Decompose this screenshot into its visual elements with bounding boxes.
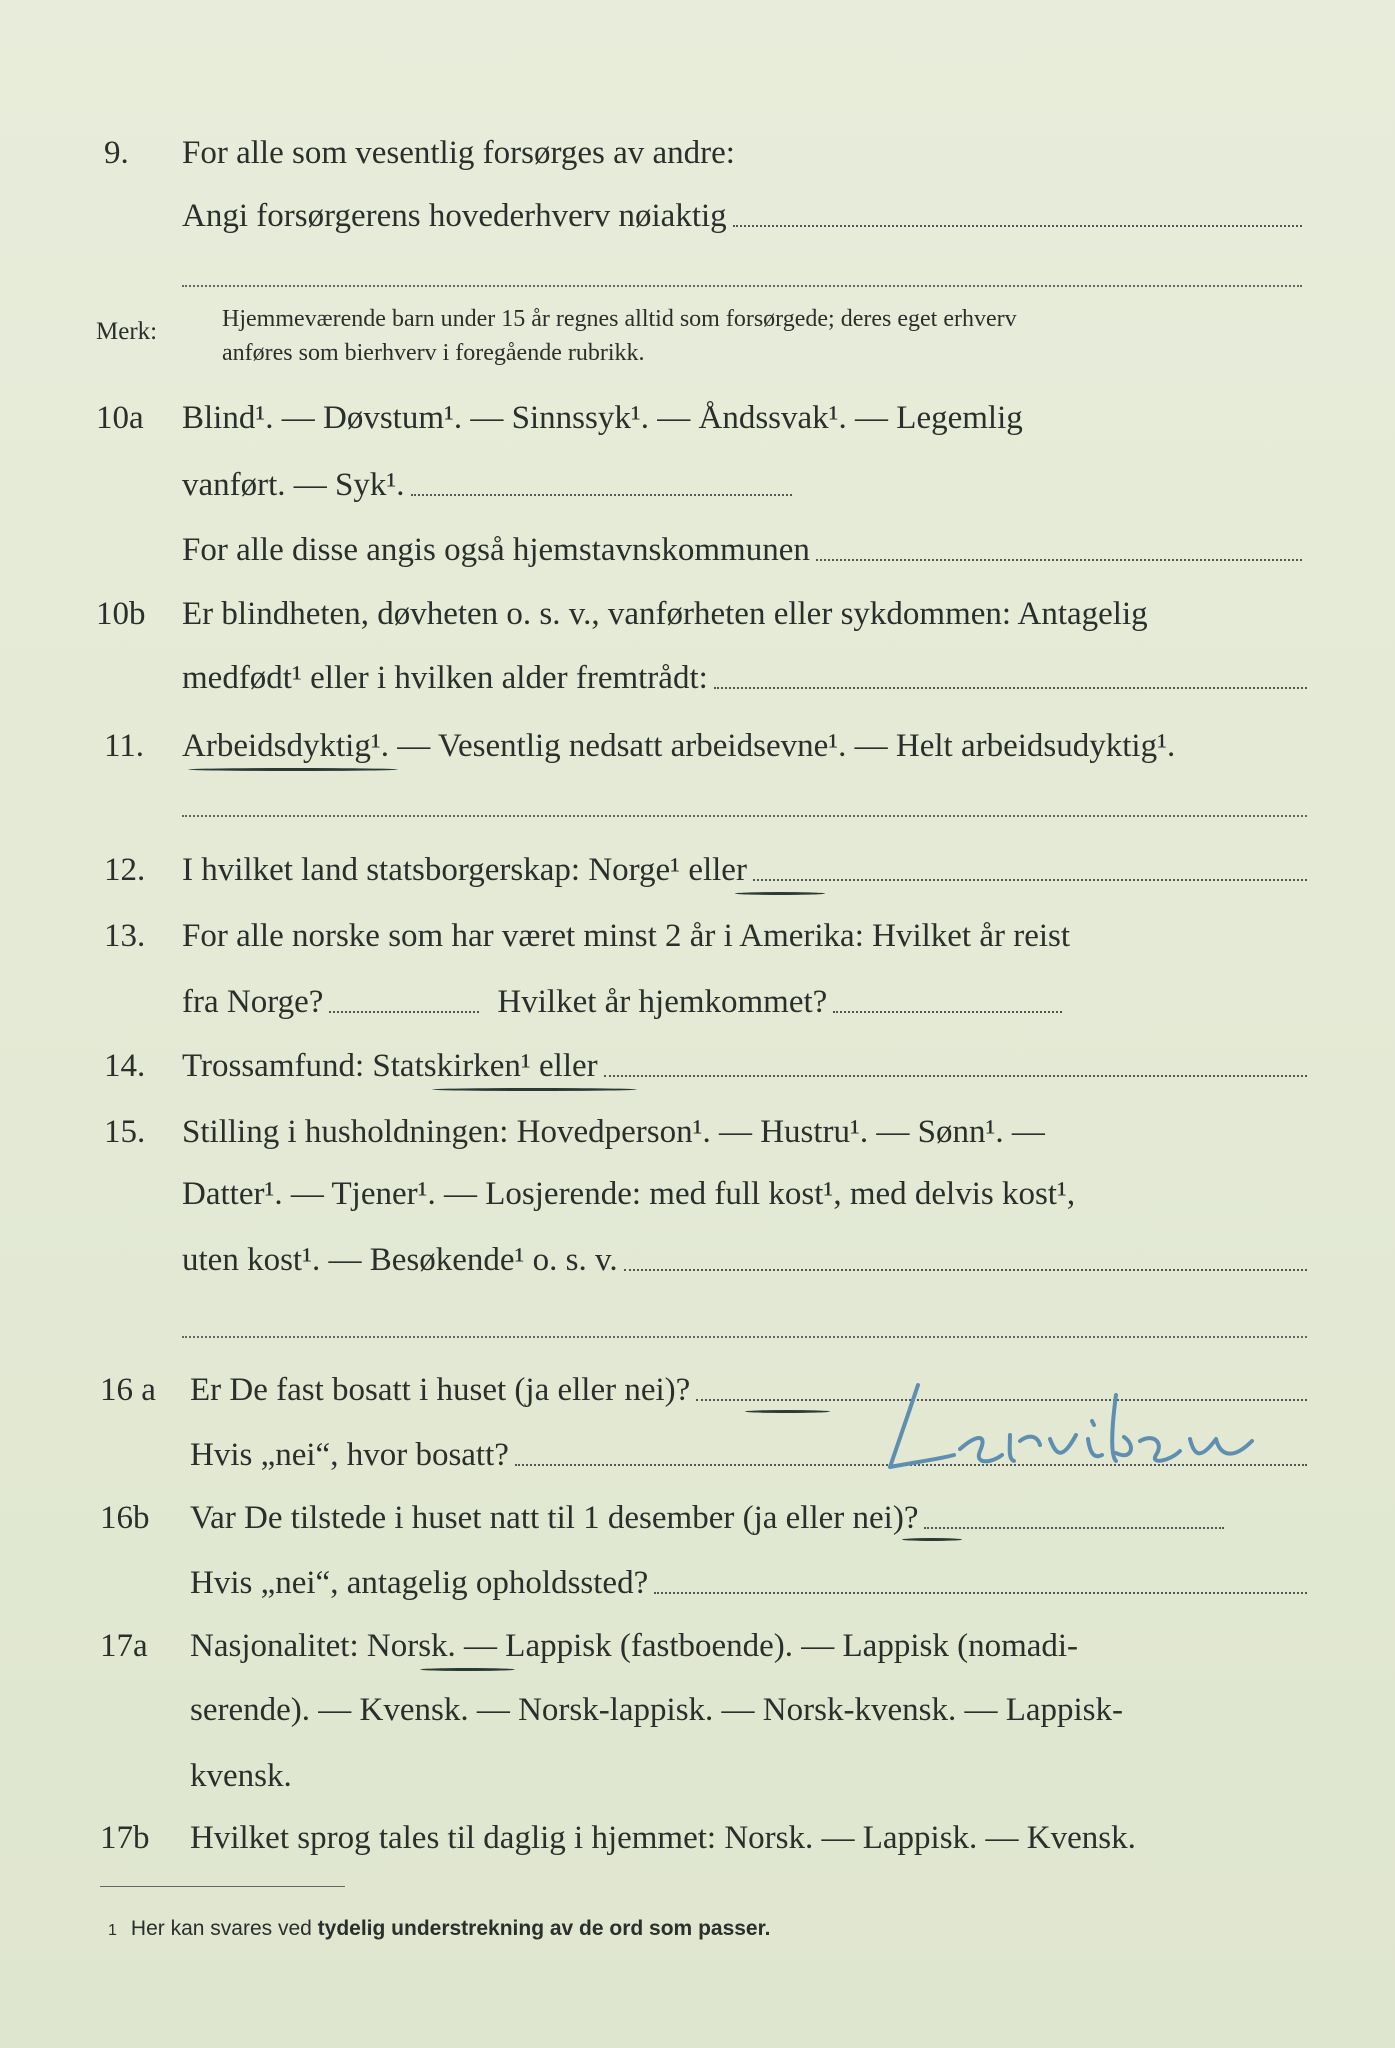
q15-line1 bbox=[182, 1114, 1045, 1151]
q11-underline-mark bbox=[188, 768, 398, 771]
q10a-answer-line1[interactable] bbox=[411, 494, 792, 496]
q11-number: 11. bbox=[104, 728, 145, 764]
q13-text2a: fra Norge? bbox=[182, 984, 324, 1020]
q15-extra-answer-line[interactable] bbox=[182, 1336, 1307, 1338]
q10a-text1: Blind¹. — Døvstum¹. — Sinnssyk¹. — Åndssvak¹. — Legemlig bbox=[182, 400, 1023, 436]
q15-text2: Datter¹. — Tjener¹. — Losjerende: med full kost¹, med delvis kost¹, bbox=[182, 1176, 1076, 1212]
q16b-answer-line2[interactable] bbox=[654, 1592, 1307, 1594]
q17a-number: 17a bbox=[100, 1628, 148, 1664]
q15-line3 bbox=[182, 1242, 1307, 1279]
q10a-number: 10a bbox=[96, 400, 144, 436]
q14-text1: Trossamfund: Statskirken¹ eller bbox=[182, 1048, 598, 1084]
q16b-underline-mark bbox=[902, 1538, 962, 1541]
q11-text1: Arbeidsdyktig¹. — Vesentlig nedsatt arbeidsevne¹. — Helt arbeidsudyktig¹. bbox=[182, 728, 1176, 764]
q13-text2b: Hvilket år hjemkommet? bbox=[497, 984, 828, 1020]
q10b-text1: Er blindheten, døvheten o. s. v., vanførheten eller sykdommen: Antagelig bbox=[182, 596, 1148, 632]
q9-text2: Angi forsørgerens hovederhverv nøiaktig bbox=[182, 198, 727, 234]
q11-line1 bbox=[182, 728, 1175, 765]
q9-answer-line[interactable] bbox=[733, 225, 1302, 227]
q12-answer-line[interactable] bbox=[753, 879, 1307, 881]
q16b-line1 bbox=[190, 1500, 1224, 1537]
q13-answer-line2[interactable] bbox=[833, 1011, 1062, 1013]
footnote-divider bbox=[100, 1886, 345, 1887]
q14-line1 bbox=[182, 1048, 1307, 1085]
merk-line2 bbox=[222, 340, 645, 367]
q12-text1: I hvilket land statsborgerskap: Norge¹ eller bbox=[182, 852, 747, 888]
q13-line2 bbox=[182, 984, 1062, 1021]
footnote-text-a: Her kan svares ved bbox=[130, 1917, 318, 1940]
q14-number: 14. bbox=[104, 1048, 146, 1084]
q13-line1 bbox=[182, 918, 1070, 955]
q15-answer-line[interactable] bbox=[624, 1269, 1307, 1271]
footnote-mark: 1 bbox=[108, 1922, 117, 1939]
q17a-underline-mark bbox=[420, 1668, 515, 1671]
merk-line1 bbox=[222, 306, 1017, 333]
q10b-answer-line[interactable] bbox=[714, 687, 1307, 689]
merk-label: Merk: bbox=[96, 318, 158, 345]
merk-text2: anføres som bierhverv i foregående rubrikk. bbox=[222, 340, 645, 366]
q14-answer-line[interactable] bbox=[604, 1075, 1307, 1077]
q10a-text3: For alle disse angis også hjemstavnskommunen bbox=[182, 532, 810, 568]
q12-underline-mark bbox=[735, 892, 825, 895]
q10a-line2 bbox=[182, 467, 792, 504]
q10b-line1 bbox=[182, 596, 1148, 633]
q15-text3: uten kost¹. — Besøkende¹ o. s. v. bbox=[182, 1242, 618, 1278]
q16b-answer-line1[interactable] bbox=[924, 1527, 1224, 1529]
q17a-line3 bbox=[190, 1758, 292, 1795]
q17a-line1 bbox=[190, 1628, 1078, 1665]
q15-number: 15. bbox=[104, 1114, 146, 1150]
q16a-underline-mark bbox=[745, 1410, 830, 1413]
q16b-number: 16b bbox=[100, 1500, 150, 1536]
q12-number: 12. bbox=[104, 852, 146, 888]
q10a-answer-line2[interactable] bbox=[816, 559, 1302, 561]
q10a-line3 bbox=[182, 532, 1302, 569]
q10a-text2: vanført. — Syk¹. bbox=[182, 467, 405, 503]
q12-line1 bbox=[182, 852, 1307, 889]
q9-text1: For alle som vesentlig forsørges av andre: bbox=[182, 135, 735, 171]
q11-answer-line[interactable] bbox=[182, 815, 1307, 817]
q16a-handwritten-answer-signature bbox=[880, 1375, 1270, 1485]
q13-answer-line1[interactable] bbox=[329, 1011, 479, 1013]
q17a-text3: kvensk. bbox=[190, 1758, 292, 1794]
q9-number: 9. bbox=[104, 135, 129, 171]
q17a-line2 bbox=[190, 1692, 1123, 1729]
q9-extra-answer-line[interactable] bbox=[182, 285, 1302, 287]
q16b-text2: Hvis „nei“, antagelig opholdssted? bbox=[190, 1565, 649, 1601]
q14-underline-mark bbox=[432, 1088, 637, 1091]
q16b-text1: Var De tilstede i huset natt til 1 desember (ja eller nei)? bbox=[190, 1500, 919, 1536]
q16a-text1: Er De fast bosatt i huset (ja eller nei)? bbox=[190, 1372, 691, 1408]
q13-text1: For alle norske som har været minst 2 år i Amerika: Hvilket år reist bbox=[182, 918, 1071, 954]
q16a-text2: Hvis „nei“, hvor bosatt? bbox=[190, 1437, 509, 1473]
q9-line1 bbox=[182, 135, 735, 172]
q17a-text1: Nasjonalitet: Norsk. — Lappisk (fastboende). — Lappisk (nomadi- bbox=[190, 1628, 1079, 1664]
q17a-text2: serende). — Kvensk. — Norsk-lappisk. — Norsk-kvensk. — Lappisk- bbox=[190, 1692, 1124, 1728]
q10b-number: 10b bbox=[96, 596, 146, 632]
q17b-text1: Hvilket sprog tales til daglig i hjemmet: Norsk. — Lappisk. — Kvensk. bbox=[190, 1820, 1136, 1856]
q9-line2 bbox=[182, 198, 1302, 235]
q10a-line1 bbox=[182, 400, 1023, 437]
q17b-line1 bbox=[190, 1820, 1136, 1857]
q16a-number: 16 a bbox=[100, 1372, 156, 1408]
footnote bbox=[108, 1917, 770, 1941]
merk-text1: Hjemmeværende barn under 15 år regnes alltid som forsørgede; deres eget erhverv bbox=[222, 306, 1017, 332]
q15-line2 bbox=[182, 1176, 1075, 1213]
q16b-line2 bbox=[190, 1565, 1307, 1602]
q17b-number: 17b bbox=[100, 1820, 150, 1856]
q13-number: 13. bbox=[104, 918, 146, 954]
q15-text1: Stilling i husholdningen: Hovedperson¹. — Hustru¹. — Sønn¹. — bbox=[182, 1114, 1045, 1150]
q10b-line2 bbox=[182, 660, 1307, 697]
footnote-text-b: tydelig understrekning av de ord som passer. bbox=[317, 1917, 771, 1940]
q10b-text2: medfødt¹ eller i hvilken alder fremtrådt: bbox=[182, 660, 708, 696]
